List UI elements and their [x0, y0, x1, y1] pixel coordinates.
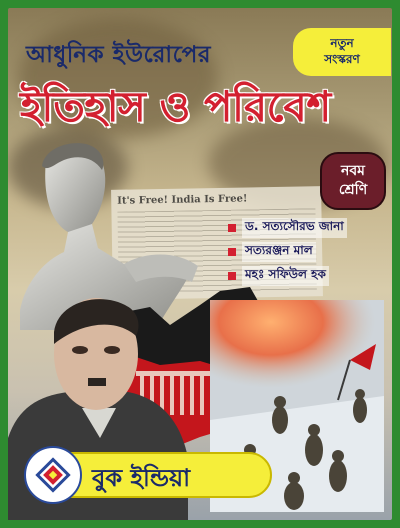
publisher-logo — [24, 446, 82, 504]
grade-badge — [320, 152, 386, 210]
author-name: ড. সত্যসৌরভ জানা — [242, 218, 347, 238]
title-main: ইতিহাস ও পরিবেশ — [20, 82, 331, 131]
title-subheading: আধুনিক ইউরোপের — [26, 42, 212, 68]
newspaper-headline: It's Free! India Is Free! — [117, 193, 248, 207]
author-name: মহঃ সফিউল হক — [242, 266, 329, 286]
edition-line-1: নতুন — [330, 36, 354, 51]
edition-badge — [293, 28, 391, 76]
author-item — [228, 266, 347, 286]
author-name: সত্যরঞ্জন মাল — [242, 242, 316, 262]
author-item — [228, 242, 347, 262]
red-square-bullet — [228, 272, 236, 280]
portrait-eye — [104, 346, 120, 354]
publisher-badge — [28, 452, 272, 498]
edition-line-2: সংস্করণ — [324, 52, 360, 66]
grade-line-2: শ্রেণি — [338, 182, 368, 198]
author-item — [228, 218, 347, 238]
grade-line-1: নবম — [341, 163, 365, 180]
red-square-bullet — [228, 248, 236, 256]
portrait-moustache — [88, 378, 106, 386]
book-india-logo-icon — [26, 448, 80, 502]
portrait-eye — [72, 346, 88, 354]
publisher-name: বুক ইন্ডিয়া — [92, 464, 191, 492]
red-square-bullet — [228, 224, 236, 232]
author-list — [228, 218, 347, 290]
